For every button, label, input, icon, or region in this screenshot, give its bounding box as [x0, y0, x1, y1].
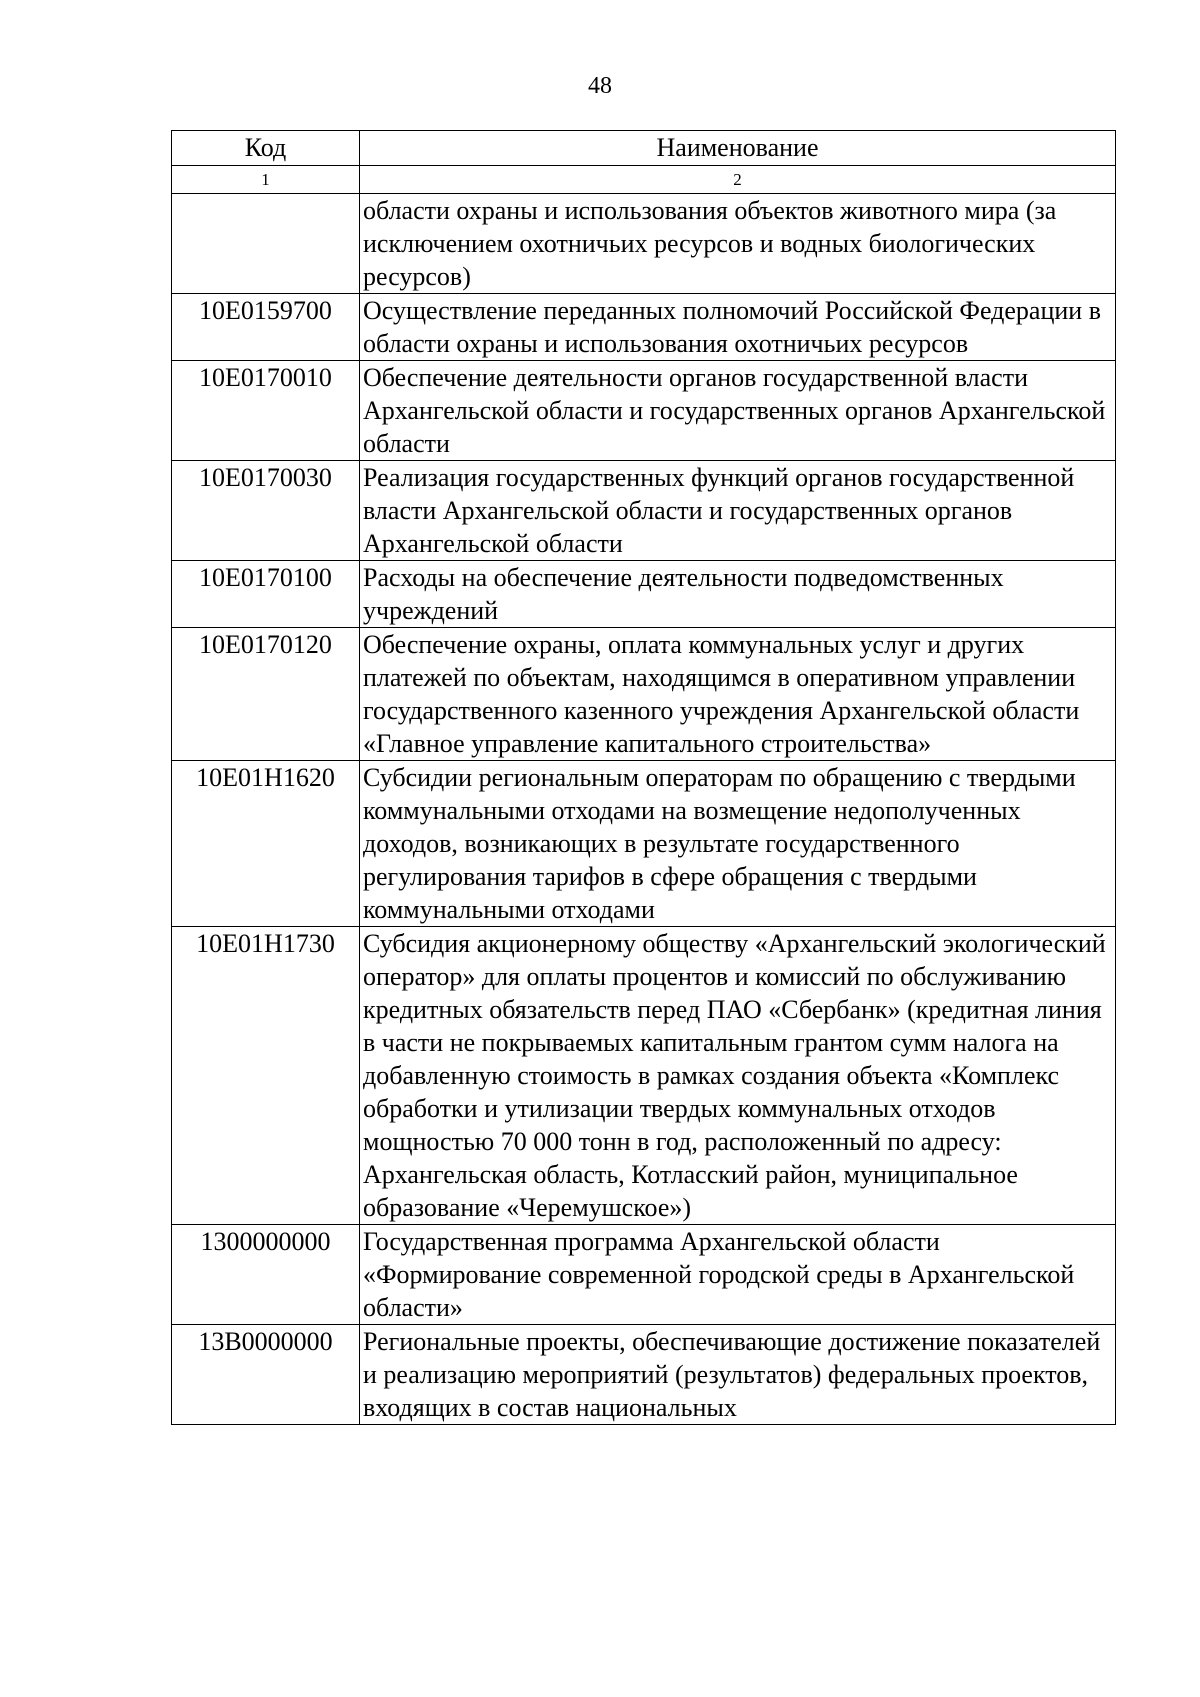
row-name: Обеспечение деятельности органов государственной власти Архангельской области и государственных органов Архангельской области	[360, 361, 1116, 461]
row-name: Обеспечение охраны, оплата коммунальных услуг и других платежей по объектам, находящимся в оперативном управлении государственного казенного учреждения Архангельской области «Главное управление капитального строительства»	[360, 628, 1116, 761]
column-number-code: 1	[172, 166, 360, 194]
page-number: 48	[588, 73, 612, 99]
row-name: Государственная программа Архангельской области «Формирование современной городской среды в Архангельской области»	[360, 1225, 1116, 1325]
row-code: 10E01H1620	[172, 761, 360, 927]
row-code: 10E0159700	[172, 294, 360, 361]
table-row	[172, 194, 1116, 294]
row-name: Реализация государственных функций органов государственной власти Архангельской области и государственных органов Архангельской области	[360, 461, 1116, 561]
row-code: 10E0170120	[172, 628, 360, 761]
budget-code-table	[171, 130, 1116, 1425]
table-row	[172, 1225, 1116, 1325]
row-name: Расходы на обеспечение деятельности подведомственных учреждений	[360, 561, 1116, 628]
header-code: Код	[172, 131, 360, 166]
row-name: Субсидия акционерному обществу «Архангельский экологический оператор» для оплаты процентов и комиссий по обслуживанию кредитных обязательств перед ПАО «Сбербанк» (кредитная линия в части не покрываемых капитальным грантом сумм налога на добавленную стоимость в рамках создания объекта «Комплекс обработки и утилизации твердых коммунальных отходов мощностью 70 000 тонн в год, расположенный по адресу: Архангельская область, Котласский район, муниципальное образование «Черемушское»)	[360, 927, 1116, 1225]
table-row	[172, 294, 1116, 361]
row-name: Осуществление переданных полномочий Российской Федерации в области охраны и использования охотничьих ресурсов	[360, 294, 1116, 361]
row-name: области охраны и использования объектов животного мира (за исключением охотничьих ресурсов и водных биологических ресурсов)	[360, 194, 1116, 294]
row-name: Региональные проекты, обеспечивающие достижение показателей и реализацию мероприятий (результатов) федеральных проектов, входящих в состав национальных	[360, 1325, 1116, 1425]
row-code: 10E01H1730	[172, 927, 360, 1225]
table-row	[172, 561, 1116, 628]
table-row	[172, 628, 1116, 761]
row-name: Субсидии региональным операторам по обращению с твердыми коммунальными отходами на возмещение недополученных доходов, возникающих в результате государственного регулирования тарифов в сфере обращения с твердыми коммунальными отходами	[360, 761, 1116, 927]
table-row	[172, 461, 1116, 561]
row-code: 10E0170100	[172, 561, 360, 628]
table-row	[172, 927, 1116, 1225]
row-code	[172, 194, 360, 294]
table-row	[172, 761, 1116, 927]
table-header-row	[172, 131, 1116, 166]
row-code: 13B0000000	[172, 1325, 360, 1425]
row-code: 10E0170010	[172, 361, 360, 461]
row-code: 10E0170030	[172, 461, 360, 561]
row-code: 1300000000	[172, 1225, 360, 1325]
column-number-name: 2	[360, 166, 1116, 194]
table-row	[172, 361, 1116, 461]
header-name: Наименование	[360, 131, 1116, 166]
column-number-row	[172, 166, 1116, 194]
table-row	[172, 1325, 1116, 1425]
